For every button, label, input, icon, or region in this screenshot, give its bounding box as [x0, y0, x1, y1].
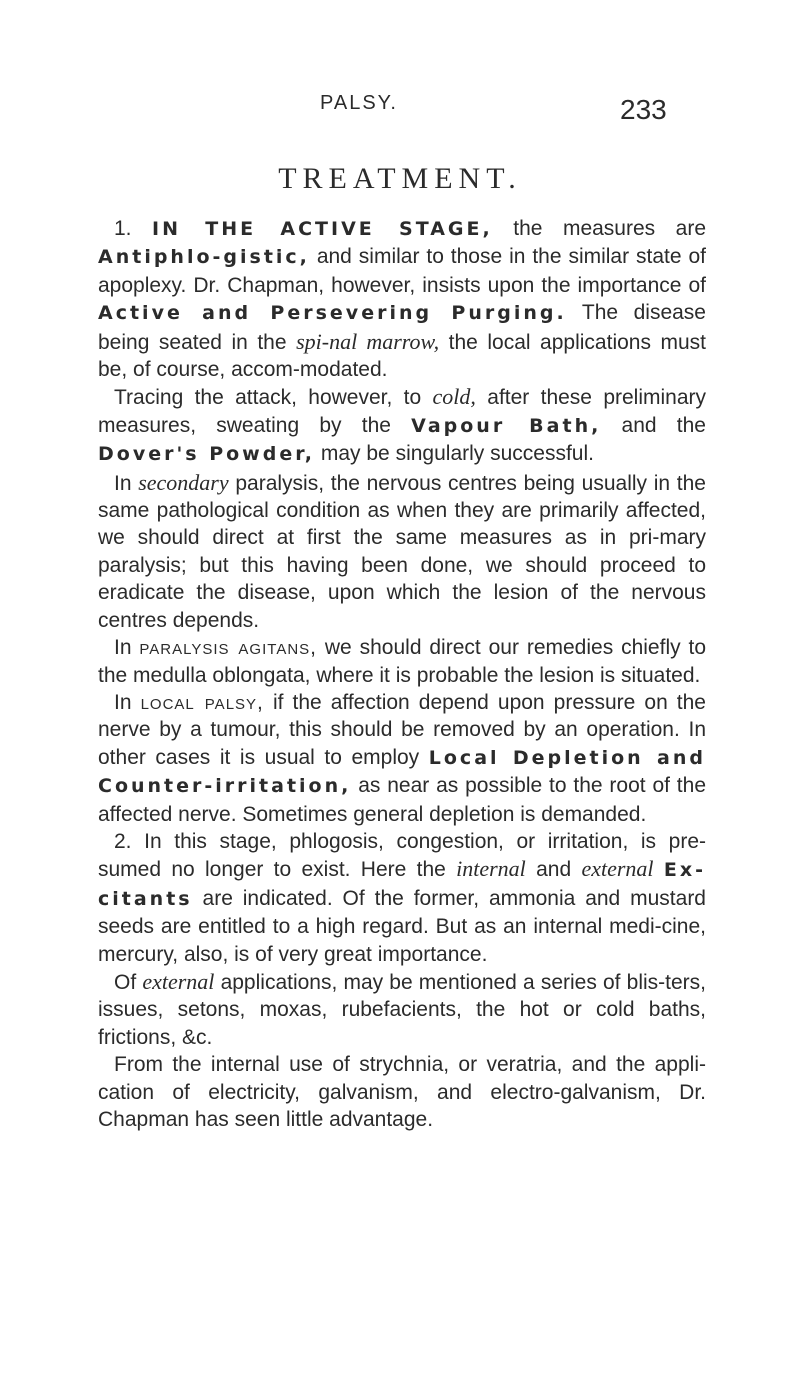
text-run: In this stage, phlogosis, congestion, or irritation, is pre-sumed no longer to exist. Here the	[98, 829, 706, 882]
text-run: are indicated. Of the former, ammonia and mustard seeds are entitled to a high regard. But as an internal medi-cine, mercury, also, is of very great importance.	[98, 886, 706, 966]
italic-spinal-marrow: spi-nal marrow,	[296, 328, 440, 354]
text-run: if the affection depend upon pressure on the nerve by a tumour, this should be removed by an operation. In other cases it is usual to employ	[98, 690, 706, 769]
italic-external: external	[581, 856, 654, 882]
running-header	[0, 92, 800, 132]
emphasis-antiphlogistic: Antiphlo-gistic,	[98, 246, 310, 269]
text-run: may be singularly successful.	[320, 442, 594, 466]
paragraph-strychnia	[98, 1051, 706, 1133]
text-run: and the	[621, 413, 706, 437]
body-text	[98, 215, 706, 1133]
text-run: From the internal use of strychnia, or veratria, and the appli-cation of electricity, galvanism, and electro-galvanism, Dr. Chapman has seen little advantage.	[98, 1053, 706, 1131]
emphasis-local-depletion: Local Depletion and Counter-irritation,	[98, 746, 706, 798]
text-run: the measures are	[513, 217, 707, 240]
text-run: and similar to those in the similar state of apoplexy. Dr. Chapman, however, insists upon the importance of	[98, 245, 706, 297]
italic-internal: internal	[456, 856, 526, 882]
page-number: 233	[620, 94, 667, 125]
text-run: Of	[114, 970, 137, 994]
paragraph-agitans	[98, 634, 706, 689]
text-run: after these preliminary measures, sweating by the	[98, 386, 707, 437]
paragraph-secondary	[98, 469, 706, 634]
running-title: PALSY.	[320, 92, 398, 114]
stage-heading: IN THE ACTIVE STAGE,	[152, 218, 493, 240]
italic-cold: cold,	[432, 384, 476, 410]
text-run: In	[114, 636, 132, 660]
smallcaps-paralysis-agitans: paralysis agitans,	[139, 636, 317, 660]
paragraph-number: 2.	[114, 829, 132, 853]
text-run: and	[536, 858, 572, 882]
emphasis-dovers-powder: Dover's Powder,	[98, 443, 316, 466]
italic-external: external	[142, 968, 215, 994]
section-title: TREATMENT.	[278, 162, 522, 195]
text-run: paralysis, the nervous centres being usually in the same pathological condition as when they are primarily affected, we should direct at first the same measures as in pri-mary paralysis; but this having been done, we should proceed to eradicate the disease, upon which the lesion of the nervous centres depends.	[98, 471, 706, 632]
emphasis-vapour-bath: Vapour Bath,	[411, 414, 602, 437]
text-run: The disease being seated in the	[98, 301, 706, 354]
emphasis-excitants: Ex-citants	[98, 859, 706, 910]
text-run: the local applications must be, of course, accom-modated.	[98, 330, 706, 382]
paragraph-second-stage	[98, 828, 706, 968]
smallcaps-local-palsy: local palsy,	[140, 690, 264, 714]
text-run: In	[114, 690, 132, 714]
paragraph-active-stage	[98, 215, 706, 383]
paragraph-external	[98, 968, 706, 1051]
italic-secondary: secondary	[138, 469, 229, 495]
text-run: as near as possible to the root of the affected nerve. Sometimes general depletion is demanded.	[98, 774, 706, 826]
text-run: applications, may be mentioned a series of blis-ters, issues, setons, moxas, rubefacients, the hot or cold baths, frictions, &c.	[98, 970, 706, 1049]
paragraph-cold	[98, 383, 706, 468]
text-run: In	[114, 471, 132, 495]
text-run: we should direct our remedies chiefly to the medulla oblongata, where it is probable the lesion is situated.	[98, 636, 707, 687]
paragraph-local-palsy	[98, 689, 706, 828]
emphasis-active-purging: Active and Persevering Purging.	[98, 302, 567, 325]
paragraph-number: 1.	[114, 217, 132, 240]
text-run: Tracing the attack, however, to	[114, 386, 422, 410]
